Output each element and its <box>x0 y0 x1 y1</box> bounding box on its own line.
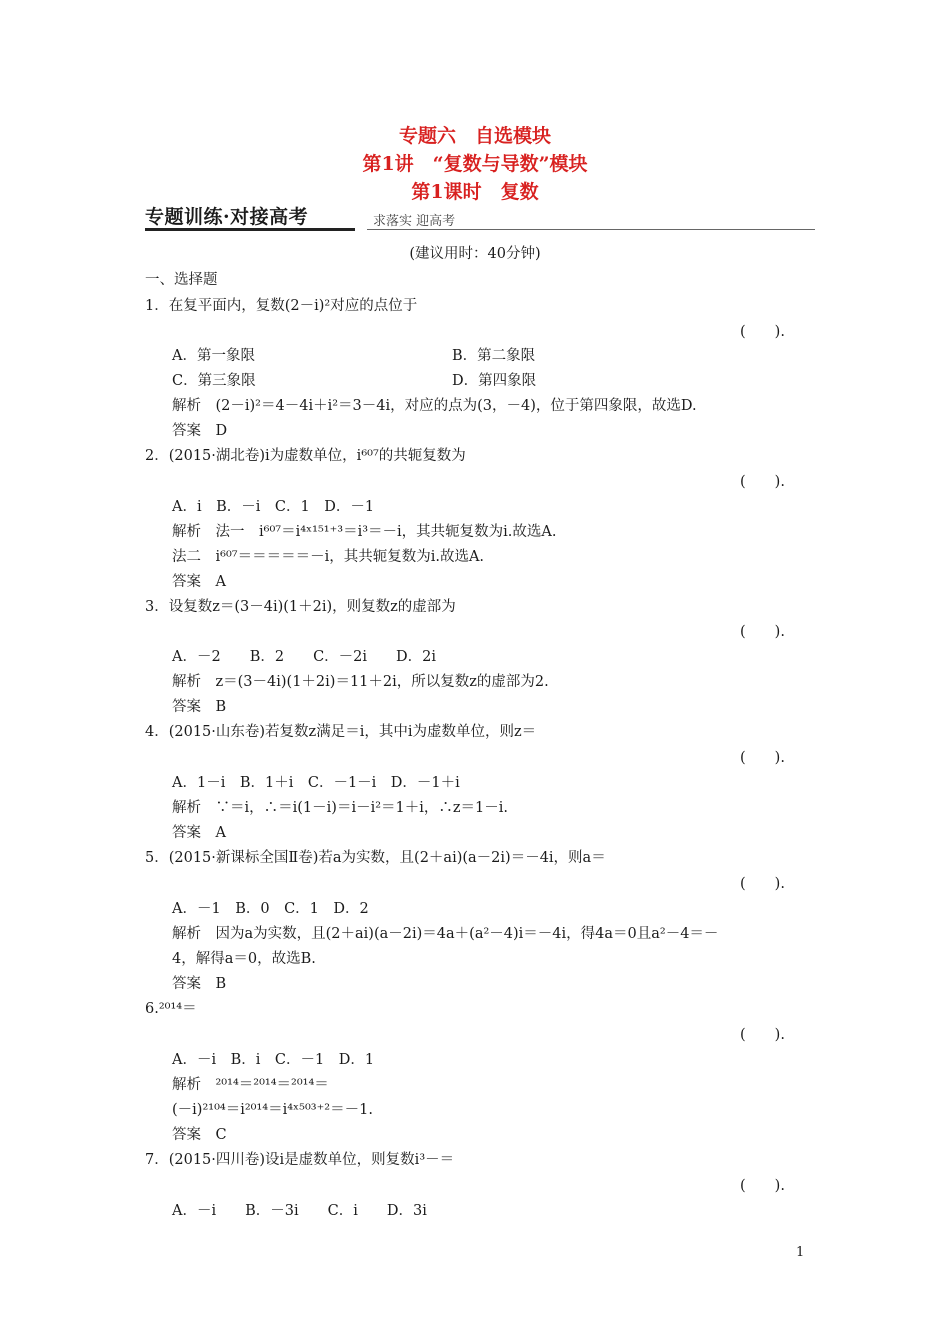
lecture-title: 第1讲 “复数与导数”模块 <box>362 153 588 175</box>
answer-blank: ( ). <box>740 1178 785 1194</box>
text-line: C．第三象限 <box>172 373 256 389</box>
banner-sub-label: 求落实 迎高考 <box>373 214 456 229</box>
text-line: 答案 C <box>172 1127 227 1143</box>
text-line: 一、选择题 <box>145 272 218 288</box>
text-line: 3．设复数z＝(3－4i)(1＋2i)，则复数z的虚部为 <box>145 599 456 615</box>
text-line: 4，解得a＝0，故选B. <box>172 951 316 967</box>
text-line: 解析 法一 i⁶⁰⁷＝i⁴ˣ¹⁵¹⁺³＝i³＝－i，其共轭复数为i.故选A. <box>172 524 557 540</box>
text-line: 答案 A <box>172 574 226 590</box>
text-line: D．第四象限 <box>452 373 537 389</box>
text-line: A．－1 B．0 C．1 D．2 <box>172 901 369 917</box>
document-titles <box>0 122 950 206</box>
text-line: 1．在复平面内，复数(2－i)²对应的点位于 <box>145 298 418 314</box>
text-line: A．i B．－i C．1 D．－1 <box>172 499 375 515</box>
suggested-time: (建议用时：40分钟) <box>409 246 541 262</box>
text-line: 5．(2015·新课标全国Ⅱ卷)若a为实数，且(2＋ai)(a－2i)＝－4i，则a＝ <box>145 850 606 866</box>
answer-blank: ( ). <box>740 474 785 490</box>
text-line: A．－2 B．2 C．－2i D．2i <box>172 649 437 665</box>
text-line: 法二 i⁶⁰⁷＝＝＝＝＝－i，其共轭复数为i.故选A. <box>172 549 485 565</box>
text-line: 解析 z＝(3－4i)(1＋2i)＝11＋2i，所以复数z的虚部为2. <box>172 674 549 690</box>
text-line: A．1－i B．1＋i C．－1－i D．－1＋i <box>172 775 460 791</box>
text-line: 答案 B <box>172 976 227 992</box>
topic-title: 专题六 自选模块 <box>398 125 551 147</box>
text-line: 答案 D <box>172 423 228 439</box>
text-line: 4．(2015·山东卷)若复数z满足＝i，其中i为虚数单位，则z＝ <box>145 724 537 740</box>
answer-blank: ( ). <box>740 624 785 640</box>
text-line: 答案 A <box>172 825 226 841</box>
page-number: 1 <box>796 1245 805 1260</box>
text-line: (－i)²¹⁰⁴＝i²⁰¹⁴＝i⁴ˣ⁵⁰³⁺²＝－1. <box>172 1102 373 1118</box>
banner-main-label: 专题训练·对接高考 <box>145 206 309 228</box>
text-line: B．第二象限 <box>452 348 536 364</box>
text-line: A．－i B．i C．－1 D．1 <box>172 1052 375 1068</box>
text-line: 解析 因为a为实数，且(2＋ai)(a－2i)＝4a＋(a²－4)i＝－4i，得4a＝0且a²－4＝－ <box>172 926 719 942</box>
banner-rule-thin <box>367 229 815 230</box>
answer-blank: ( ). <box>740 324 785 340</box>
answer-blank: ( ). <box>740 1027 785 1043</box>
text-line: A．－i B．－3i C．i D．3i <box>172 1203 427 1219</box>
text-line: 2．(2015·湖北卷)i为虚数单位，i⁶⁰⁷的共轭复数为 <box>145 448 466 464</box>
text-line: 解析 ²⁰¹⁴＝²⁰¹⁴＝²⁰¹⁴＝ <box>172 1077 329 1093</box>
text-line: A．第一象限 <box>172 348 255 364</box>
text-line: 解析 (2－i)²＝4－4i＋i²＝3－4i，对应的点为(3，－4)，位于第四象限，故选D. <box>172 398 697 414</box>
section-banner <box>145 200 815 232</box>
banner-rule-thick <box>145 228 355 231</box>
answer-blank: ( ). <box>740 876 785 892</box>
text-line: 答案 B <box>172 699 227 715</box>
answer-blank: ( ). <box>740 750 785 766</box>
text-line: 解析 ∵＝i，∴＝i(1－i)＝i－i²＝1＋i，∴z＝1－i. <box>172 800 509 816</box>
text-line: 6.²⁰¹⁴＝ <box>145 1001 197 1017</box>
text-line: 7．(2015·四川卷)设i是虚数单位，则复数i³－＝ <box>145 1152 455 1168</box>
lesson-title: 第1课时 复数 <box>411 181 539 203</box>
